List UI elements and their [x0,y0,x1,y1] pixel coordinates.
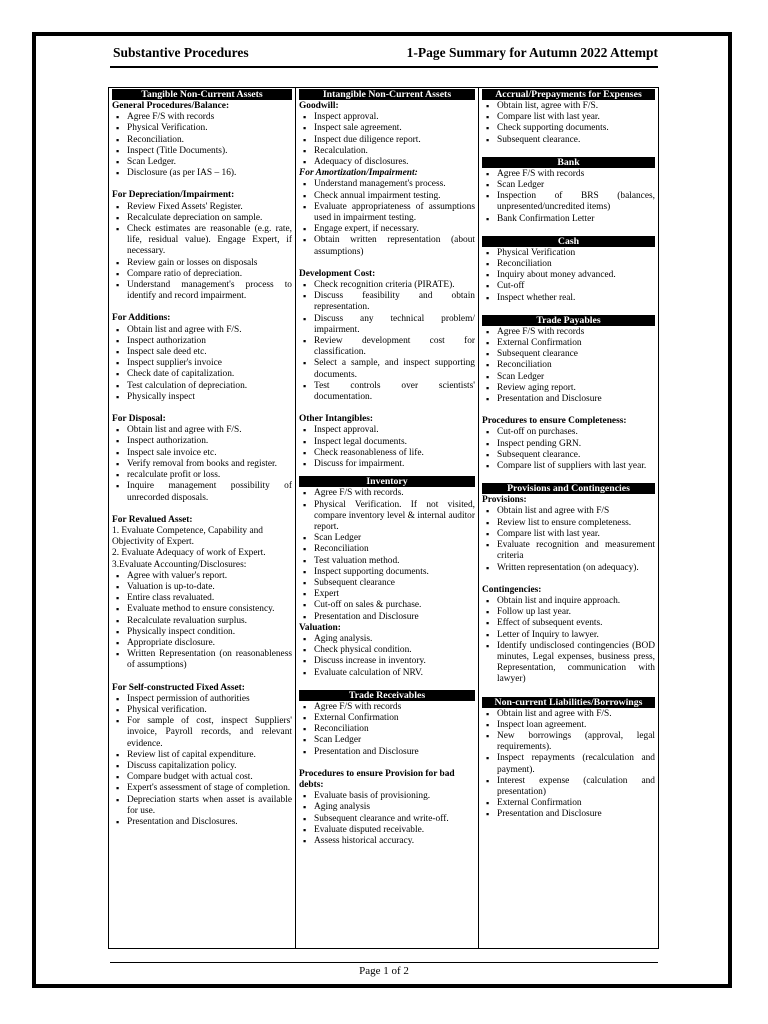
list-item: ▪ External Confirmation [497,338,655,349]
list-item: ▪ Obtain written representation (about assumptions) [314,235,475,257]
list-item: ▪ Aging analysis [314,802,475,813]
list-item: ▪ Check reasonableness of life. [314,448,475,459]
list-item: ▪ Compare ratio of depreciation. [127,269,292,280]
list-item: ▪ Scan Ledger [497,180,655,191]
list-item: ▪ Inspect due diligence report. [314,135,475,146]
bullet-list [112,202,292,303]
column-tangible [109,88,295,948]
section-bar: Trade Receivables [299,690,475,701]
subheading: For Depreciation/Impairment: [112,190,235,201]
bullet-list [112,425,292,503]
list-item: ▪ Presentation and Disclosures. [127,817,292,828]
list-item: ▪ Aging analysis. [314,634,475,645]
list-item: ▪ Follow up last year. [497,607,655,618]
section-bar: Non-current Liabilities/Borrowings [482,697,655,708]
list-item: ▪ Agree F/S with records [314,702,475,713]
bullet-list [299,280,475,403]
summary-table [108,87,659,949]
list-item: ▪ Agree F/S with records [497,169,655,180]
subheading: Goodwill: [299,101,339,111]
bullet-list [299,634,475,679]
list-item: ▪ Reconciliation [497,259,655,270]
list-item: ▪ Inspect sale deed etc. [127,347,292,358]
footer-rule [110,962,658,963]
bullet-list [112,112,292,179]
subheading: For Additions: [112,313,171,324]
list-item: ▪ Compare list with last year. [497,112,655,123]
section-bar: Intangible Non-Current Assets [299,89,475,100]
list-item: ▪ Evaluate calculation of NRV. [314,668,475,679]
list-item: ▪ Physical Verification [497,248,655,259]
bullet-list [482,169,655,225]
list-item: ▪ Cut-off [497,281,655,292]
subheading: For Disposal: [112,414,166,425]
list-item: ▪ Assess historical accuracy. [314,836,475,847]
list-item: ▪ Effect of subsequent events. [497,618,655,629]
list-item: ▪ Entire class revaluated. [127,593,292,604]
list-item: ▪ Test calculation of depreciation. [127,381,292,392]
list-item: ▪ Recalculation. [314,146,475,157]
list-item: ▪ Evaluate disputed receivable. [314,825,475,836]
numbered-line: 1. Evaluate Competence, Capability and Objectivity of Expert. [112,525,263,548]
list-item: ▪ Scan Ledger [497,372,655,383]
list-item: ▪ Subsequent clearance and write-off. [314,814,475,825]
list-item: ▪ Obtain list and agree with F/S. [497,709,655,720]
list-item: ▪ Presentation and Disclosure [314,747,475,758]
column-current-items [478,88,658,948]
header-left-title: Substantive Procedures [113,45,249,60]
list-item: ▪ Inspect whether real. [497,293,655,304]
subheading: For Revalued Asset: [112,514,193,525]
list-item: ▪ Inspect repayments (recalculation and payment). [497,753,655,775]
list-item: ▪ Cut-off on purchases. [497,427,655,438]
list-item: ▪ Physically inspect [127,392,292,403]
bullet-list [112,571,292,672]
subheading: Provisions: [482,495,527,506]
list-item: ▪ Discuss any technical problem/ impairment. [314,314,475,336]
list-item: ▪ Inspect pending GRN. [497,439,655,450]
list-item: ▪ Review aging report. [497,383,655,394]
bullet-list [299,112,475,168]
subheading: General Procedures/Balance: [112,101,230,111]
bullet-list [482,101,655,146]
list-item: ▪ Review list of capital expenditure. [127,750,292,761]
bullet-list [482,596,655,686]
list-item: ▪ Check supporting documents. [497,123,655,134]
list-item: ▪ Valuation is up-to-date. [127,582,292,593]
bullet-list [299,488,475,622]
list-item: ▪ Obtain list and agree with F/S. [127,325,292,336]
list-item: ▪ Inspect approval. [314,112,475,123]
list-item: ▪ Inspect authorization [127,336,292,347]
list-item: ▪ Adequacy of disclosures. [314,157,475,168]
list-item: ▪ Expert [314,589,475,600]
list-item: ▪ Inspect sale agreement. [314,123,475,134]
list-item: ▪ Reconciliation [314,544,475,555]
subheading: For Self-constructed Fixed Asset: [112,682,245,693]
list-item: ▪ External Confirmation [314,713,475,724]
list-item: ▪ Bank Confirmation Letter [497,214,655,225]
list-item: ▪ Review Fixed Assets' Register. [127,202,292,213]
list-item: ▪ Check recognition criteria (PIRATE). [314,280,475,291]
list-item: ▪ Reconciliation. [127,135,292,146]
list-item: ▪ Reconciliation [314,724,475,735]
list-item: ▪ Review gain or losses on disposals [127,258,292,269]
list-item: ▪ Inspect supplier's invoice [127,358,292,369]
list-item: ▪ Evaluate appropriateness of assumptions used in impairment testing. [314,202,475,224]
list-item: ▪ Obtain list and inquire approach. [497,596,655,607]
list-item: ▪ Physical Verification. If not visited, compare inventory level & internal auditor report. [314,500,475,534]
list-item: ▪ Obtain list, agree with F/S. [497,101,655,112]
list-item: ▪ Compare list with last year. [497,529,655,540]
list-item: ▪ Subsequent clearance. [497,135,655,146]
bullet-list [482,248,655,304]
list-item: ▪ Interest expense (calculation and presentation) [497,776,655,798]
list-item: ▪ Inspect sale invoice etc. [127,448,292,459]
list-item: ▪ Discuss capitalization policy. [127,761,292,772]
subheading: For Amortization/Impairment: [299,168,418,179]
list-item: ▪ Inspection of BRS (balances, unpresented/uncredited items) [497,191,655,213]
list-item: ▪ Subsequent clearance [497,349,655,360]
list-item: ▪ Evaluate basis of provisioning. [314,791,475,802]
subheading: Procedures to ensure Completeness: [482,416,627,427]
list-item: ▪ Compare list of suppliers with last year. [497,461,655,472]
list-item: ▪ Review development cost for classification. [314,336,475,358]
list-item: ▪ Agree F/S with records. [314,488,475,499]
list-item: ▪ Engage expert, if necessary. [314,224,475,235]
list-item: ▪ Discuss increase in inventory. [314,656,475,667]
list-item: ▪ Inspect loan agreement. [497,720,655,731]
list-item: ▪ Understand management's process to identify and record impairment. [127,280,292,302]
list-item: ▪ Written representation (on adequacy). [497,563,655,574]
list-item: ▪ Physical verification. [127,705,292,716]
list-item: ▪ Evaluate recognition and measurement criteria [497,540,655,562]
bullet-list [299,702,475,758]
list-item: ▪ Obtain list and agree with F/S. [127,425,292,436]
list-item: ▪ Scan Ledger [314,735,475,746]
list-item: ▪ recalculate profit or loss. [127,470,292,481]
list-item: ▪ Agree F/S with records [127,112,292,123]
bullet-list [482,427,655,472]
list-item: ▪ Appropriate disclosure. [127,638,292,649]
list-item: ▪ Disclosure (as per IAS – 16). [127,168,292,179]
list-item: ▪ Physical Verification. [127,123,292,134]
header-right-title: 1-Page Summary for Autumn 2022 Attempt [406,45,658,60]
list-item: ▪ Inspect (Title Documents). [127,146,292,157]
list-item: ▪ Presentation and Disclosure [314,612,475,623]
subheading: Valuation: [299,622,341,633]
list-item: ▪ Check estimates are reasonable (e.g. rate, life, residual value). Engage Expert, if necessary. [127,224,292,258]
list-item: ▪ For sample of cost, inspect Suppliers' invoice, Payroll records, and relevant evidence. [127,716,292,750]
bullet-list [482,506,655,573]
list-item: ▪ External Confirmation [497,798,655,809]
list-item: ▪ Inspect supporting documents. [314,567,475,578]
subheading: Contingencies: [482,584,542,595]
section-bar: Provisions and Contingencies [482,483,655,494]
header-rule [110,66,658,68]
bullet-list [482,709,655,821]
list-item: ▪ Test controls over scientists' documentation. [314,381,475,403]
list-item: ▪ Select a sample, and inspect supporting documents. [314,358,475,380]
section-bar: Cash [482,236,655,247]
list-item: ▪ Obtain list and agree with F/S [497,506,655,517]
bullet-list [112,694,292,828]
numbered-line: 3.Evaluate Accounting/Disclosures: [112,559,247,570]
subheading: Procedures to ensure Provision for bad debts: [299,768,455,790]
list-item: ▪ Depreciation starts when asset is available for use. [127,795,292,817]
section-bar: Accrual/Prepayments for Expenses [482,89,655,100]
bullet-list [299,179,475,257]
bullet-list [299,425,475,470]
subheading: Other Intangibles: [299,414,374,425]
section-bar: Inventory [299,476,475,487]
list-item: ▪ Cut-off on sales & purchase. [314,600,475,611]
column-intangible [295,88,478,948]
list-item: ▪ Recalculate revaluation surplus. [127,616,292,627]
list-item: ▪ Letter of Inquiry to lawyer. [497,630,655,641]
list-item: ▪ Check annual impairment testing. [314,191,475,202]
section-bar: Bank [482,157,655,168]
list-item: ▪ Subsequent clearance. [497,450,655,461]
list-item: ▪ Reconciliation [497,360,655,371]
list-item: ▪ Check date of capitalization. [127,369,292,380]
list-item: ▪ Test valuation method. [314,556,475,567]
list-item: ▪ Written Representation (on reasonableness of assumptions) [127,649,292,671]
bullet-list [482,327,655,405]
list-item: ▪ Agree F/S with records [497,327,655,338]
list-item: ▪ Presentation and Disclosure [497,394,655,405]
list-item: ▪ Physically inspect condition. [127,627,292,638]
list-item: ▪ Inspect authorization. [127,436,292,447]
list-item: ▪ Inquire management possibility of unrecorded disposals. [127,481,292,503]
list-item: ▪ Recalculate depreciation on sample. [127,213,292,224]
list-item: ▪ Inspect approval. [314,425,475,436]
list-item: ▪ Inspect legal documents. [314,437,475,448]
list-item: ▪ Understand management's process. [314,179,475,190]
list-item: ▪ Check physical condition. [314,645,475,656]
list-item: ▪ Scan Ledger. [127,157,292,168]
list-item: ▪ Evaluate method to ensure consistency. [127,604,292,615]
list-item: ▪ Agree with valuer's report. [127,571,292,582]
list-item: ▪ Compare budget with actual cost. [127,772,292,783]
section-bar: Tangible Non-Current Assets [112,89,292,100]
list-item: ▪ Inquiry about money advanced. [497,270,655,281]
list-item: ▪ New borrowings (approval, legal requirements). [497,731,655,753]
list-item: ▪ Discuss for impairment. [314,459,475,470]
list-item: ▪ Scan Ledger [314,533,475,544]
list-item: ▪ Inspect permission of authorities [127,694,292,705]
bullet-list [112,325,292,403]
list-item: ▪ Discuss feasibility and obtain representation. [314,291,475,313]
list-item: ▪ Review list to ensure completeness. [497,518,655,529]
list-item: ▪ Expert's assessment of stage of completion. [127,783,292,794]
list-item: ▪ Verify removal from books and register. [127,459,292,470]
numbered-line: 2. Evaluate Adequacy of work of Expert. [112,548,266,559]
list-item: ▪ Presentation and Disclosure [497,809,655,820]
page-number: Page 1 of 2 [359,965,409,977]
bullet-list [299,791,475,847]
list-item: ▪ Identify undisclosed contingencies (BOD minutes, Legal expenses, business press, Representation, communication with lawyer) [497,641,655,686]
section-bar: Trade Payables [482,315,655,326]
list-item: ▪ Subsequent clearance [314,578,475,589]
subheading: Development Cost: [299,268,376,279]
